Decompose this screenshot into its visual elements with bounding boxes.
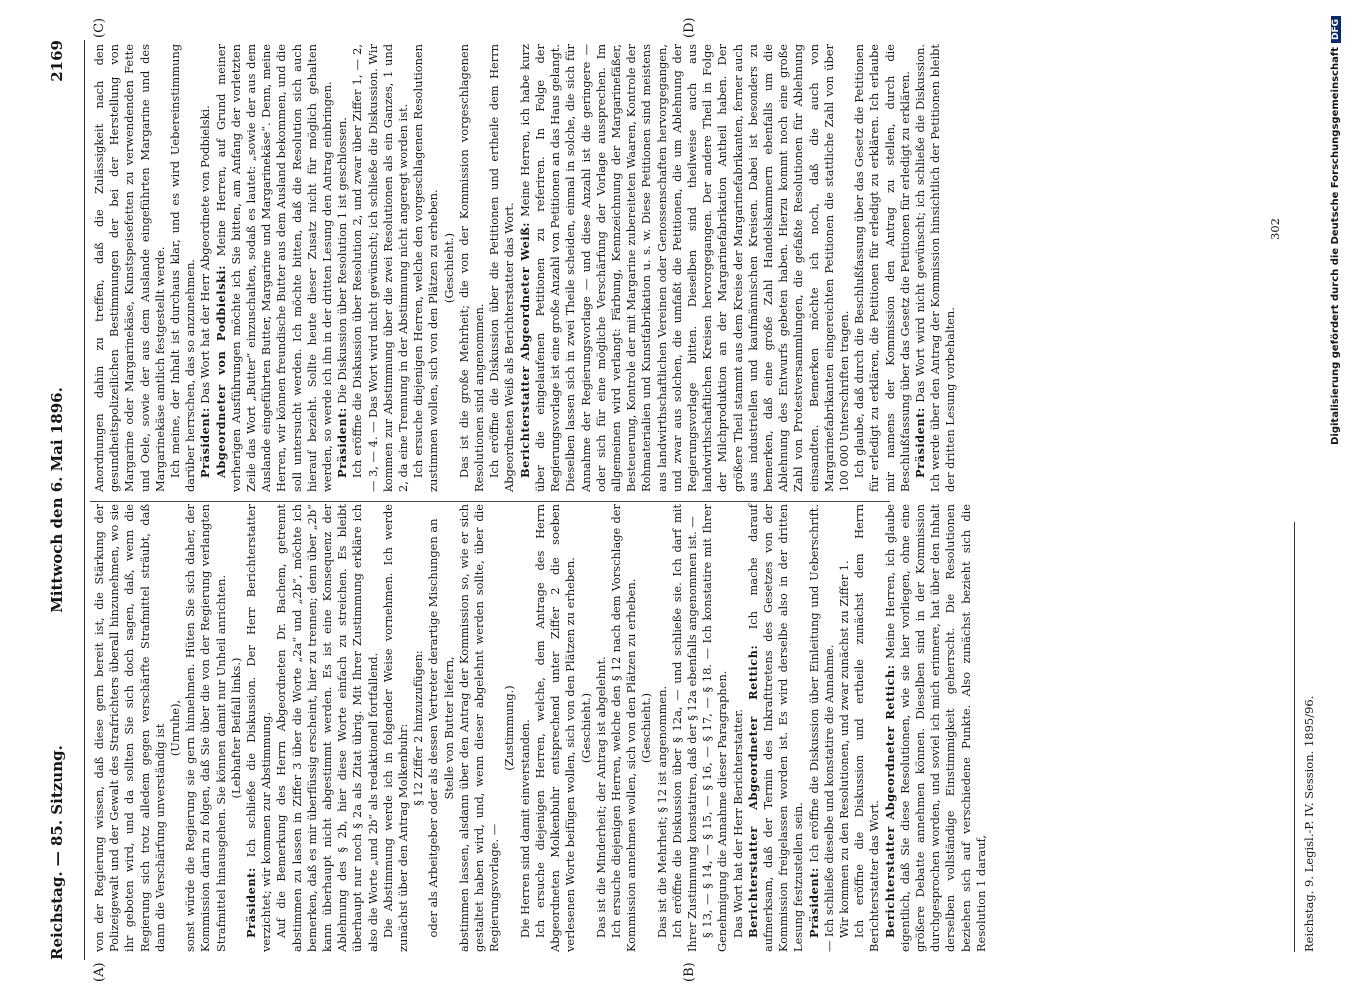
paragraph-text: Ich schließe die Diskussion. Der Herr Berichterstatter verzichtet; wir kommen zur Abstimmung. <box>244 504 274 952</box>
paragraph <box>852 44 913 492</box>
paragraph-text: Ich eröffne die Diskussion über Resolution 2, und zwar über Ziffer 1, — 2, — 3, — 4. — Das Wort wird nicht gewünscht; ich schließe die Diskussion. Wir kommen zur Abstimmung über die zwei Resolutionen als ein Ganzes, 1 und 2, da eine Trennung in der Abstimmung nicht angeregt worden ist. <box>350 44 411 492</box>
paragraph-text: Auf die Bemerkung des Herrn Abgeordneten Dr. Bachem, getrennt abstimmen zu lassen in Ziffer 3 über die Worte „2a“ und „2b“, möchte ich bemerken, daß es mir überflüssig erscheint, hier zu trennen; denn über „2b“ kann überhaupt nicht abgestimmt werden. Es ist eine Konsequenz der Ablehnung des § 2b, hier diese Worte einfach zu streichen. Es bleibt überhaupt nur noch § 2a als Zitat übrig. Mit Ihrer Zustimmung erkläre ich also die Worte „und 2b“ als redaktionell fortfallend. <box>274 504 380 952</box>
paragraph <box>746 504 807 952</box>
dfg-logo: DFG <box>1331 16 1341 43</box>
paragraph <box>502 504 517 952</box>
paragraph <box>670 504 700 952</box>
paragraph <box>381 504 411 952</box>
paragraph-text: § 12 Ziffer 2 hinzuzufügen: <box>411 650 426 806</box>
speaker-name: Berichterstatter Abgeordneter Rettich: <box>745 644 760 938</box>
paragraph <box>457 44 487 492</box>
paragraph <box>411 504 426 952</box>
footer-rule <box>1294 522 1295 952</box>
paragraph <box>655 504 670 952</box>
speaker-name: Präsident: <box>244 867 259 938</box>
paragraph-text: (Geschieht.) <box>441 232 456 304</box>
paragraph-text: Meine Herren, ich glaube eigentlich, daß Sie diese Resolutionen, wie sie hier vorliegen, ohne eine größere Debatte annehmen können. Dieselben sind in der Kommission durchgesprochen worden, und soviel ich mich erinnere, hat über den Inhalt derselben vollständige Einstimmigkeit geherrscht. Die Resolutionen beziehen sich auf verschiedene Punkte. Also zunächst bezieht sich die Resolution 1 darauf, <box>882 504 988 952</box>
paragraph <box>533 504 579 952</box>
paragraph <box>518 44 852 492</box>
paragraph <box>229 504 244 952</box>
paragraph <box>198 44 213 492</box>
paragraph <box>837 504 852 952</box>
funding-note-text: Digitalisierung gefördert durch die Deutsche Forschungsgemeinschaft <box>1330 47 1341 445</box>
paragraph-text: Das ist die Mehrheit; § 12 ist angenommen. <box>654 685 669 938</box>
paragraph-text: Anordnungen dahin zu treffen, daß die Zulässigkeit nach den gesundheitspolizeilichen Bestimmungen der bei der Herstellung von Margarine oder Margarinekäse, Kunstspeisefetten zu verwendenden Fette und Oele, sowie der aus dem Auslande eingeführten Margarine und des Margarinekäse amtlich festgestellt werde. <box>92 44 167 492</box>
paragraph <box>214 44 336 492</box>
footer-left: Reichstag. 9. Legisl.-P. IV. Session. 1895/96. <box>1302 695 1316 952</box>
paragraph <box>183 504 229 952</box>
speaker-name: Berichterstatter Abgeordneter Weiß: <box>517 221 532 478</box>
paragraph-text: (Lebhafter Beifall links.) <box>228 657 243 799</box>
paragraph-text: abstimmen lassen, alsdann über den Antrag der Kommission so, wie er sich gestaltet haben wird, und, wenn dieser abgelehnt werden sollte, über die Regierungsvorlage. — <box>456 504 502 952</box>
speaker-name: Präsident: <box>912 407 927 478</box>
column-divider <box>90 501 890 502</box>
margin-marker-d: (D) <box>682 17 697 38</box>
paragraph-text: Ich eröffne die Diskussion über die Petitionen und ertheile dem Herrn Abgeordneten Weiß als Berichterstatter das Wort. <box>487 44 517 492</box>
page-header <box>48 40 78 960</box>
paragraph <box>731 504 746 952</box>
paragraph-text: Die Diskussion über Resolution 1 ist geschlossen. <box>335 117 350 408</box>
funding-note <box>1330 16 1341 986</box>
paragraph <box>442 44 457 492</box>
paragraph <box>168 504 183 952</box>
paragraph <box>518 504 533 952</box>
paragraph-text: oder als Arbeitgeber oder als dessen Vertreter derartige Mischungen an Stelle von Butter liefern, <box>426 518 456 938</box>
paragraph-text: (Geschieht.) <box>639 692 654 764</box>
paragraph <box>852 504 882 952</box>
paragraph <box>168 44 198 492</box>
left-column <box>92 504 988 952</box>
paragraph <box>426 504 456 952</box>
paragraph-text: Wir kommen zu den Resolutionen, und zwar zunächst zu Ziffer 1. <box>836 560 851 938</box>
footer-page-number: 302 <box>1268 218 1282 240</box>
paragraph-text: Ich ersuche diejenigen Herren, welche den vorgeschlagenen Resolutionen zustimmen wollen, sich von den Plätzen zu erheben. <box>411 44 441 492</box>
paragraph-text: Ich ersuche diejenigen Herren, welche den § 12 nach dem Vorschlage der Kommission annehmen wollen, sich von den Plätzen zu erheben. <box>608 504 639 952</box>
paragraph <box>579 504 594 952</box>
paragraph-text: Ich eröffne die Diskussion über Einleitung und Ueberschrift. — Ich schließe dieselbe und konstatire die Annahme. <box>806 504 836 952</box>
header-rule <box>84 40 85 960</box>
paragraph-text: Das Wort wird nicht gewünscht; ich schließe die Diskussion. Ich werde über den Antrag der Kommission hinsichtlich der Petitionen bleibt der dritten Lesung vorbehalten. <box>912 44 958 492</box>
margin-marker-c: (C) <box>92 17 107 38</box>
paragraph-text: § 13, — § 14, — § 15, — § 16, — § 17, — § 18. — Ich konstatire mit Ihrer Genehmigung die Annahme dieser Paragraphen. <box>700 504 730 952</box>
speaker-name: Berichterstatter Abgeordneter Rettich: <box>882 664 897 938</box>
paragraph <box>807 504 837 952</box>
paragraph-text: Ich eröffne die Diskussion über § 12a, — und schließe sie. Ich darf mit Ihrer Zustimmung konstatiren, daß der § 12a ebenfalls angenommen ist. — <box>669 504 699 952</box>
paragraph <box>335 44 350 492</box>
paragraph <box>913 44 959 492</box>
paragraph <box>92 44 168 492</box>
paragraph <box>639 504 654 952</box>
paragraph-text: Ich mache darauf aufmerksam, daß der Termin des Inkrafttretens des Gesetzes von der Kommission freigelassen worden ist. Es wird derselbe also in der dritten Lesung festzustellen sein. <box>745 504 806 952</box>
paragraph-text: von der Regierung wissen, daß diese gern bereit ist, die Stärkung der Polizeigewalt und der Gewalt des Strafrichters überall hinzunehmen, wo sie ihr geboten wird, und da sollten Sie sich doch sagen, daß, wenn die Regierung sich trotz alledem gegen verschärfte Strafmittel sträubt, daß dann die Verschärfung unverständig ist <box>92 504 167 952</box>
speaker-name: Präsident: <box>198 407 213 478</box>
margin-marker-b: (B) <box>682 962 697 982</box>
paragraph <box>883 504 989 952</box>
paragraph-text: (Geschieht.) <box>578 692 593 764</box>
paragraph <box>350 44 411 492</box>
speaker-name: Präsident: <box>806 867 821 938</box>
paragraph <box>700 504 730 952</box>
margin-marker-a: (A) <box>92 962 107 982</box>
header-left: Reichstag. — 85. Sitzung. <box>48 745 66 960</box>
paragraph-text: Ich glaube, daß durch die Beschlußfassung über das Gesetz die Petitionen für erledigt zu erklären, die Petitionen für erledigt zu erklären. Ich erlaube mir namens der Kommission den Antrag zu stellen, durch die Beschlußfassung über das Gesetz die Petitionen für erledigt zu erklären. <box>852 44 912 492</box>
paragraph-text: Die Herren sind damit einverstanden. <box>517 719 532 938</box>
paragraph-text: Meine Herren, auf Grund meiner vorherigen Ausführungen möchte ich Sie bitten, am Anfang der vorletzten Zeile das Wort „Butter“ einzuschalten, sodaß es lautet: „sowie der aus dem Auslande eingeführten Butter, Margarine und Margarinekäse“. Denn, meine Herren, wir können freundische Butter aus dem Ausland bekommen, und die soll untersucht werden. Ich möchte bitten, daß die Resolution sich auch hierauf bezieht. Sollte heute dieser Zusatz nicht für möglich gehalten werden, so werde ich ihn in der dritten Lesung den Antrag einbringen. <box>213 44 335 492</box>
paragraph <box>487 44 517 492</box>
paragraph <box>92 504 168 952</box>
paragraph-text: Das ist die Minderheit; der Antrag ist abgelehnt. <box>593 656 608 938</box>
paragraph <box>609 504 639 952</box>
paragraph-text: sonst würde die Regierung sie gern hinnehmen. Hüten Sie sich daher, der Kommission darin zu folgen, daß Sie über die von der Regierung verlangten Strafmittel hinausgehen. Sie können damit nur Unheil anrichten. <box>183 504 228 952</box>
paragraph-text: Das ist die große Mehrheit; die von der Kommission vorgeschlagenen Resolutionen sind angenommen. <box>456 44 487 492</box>
paragraph-text: (Unruhe), <box>168 699 183 757</box>
paragraph <box>274 504 380 952</box>
paragraph <box>244 504 274 952</box>
header-page-number: 2169 <box>48 40 66 82</box>
paragraph-text: Das Wort hat der Herr Abgeordnete von Podbielski. <box>198 105 213 408</box>
paragraph-text: Ich meine, der Inhalt ist durchaus klar, und es wird Uebereinstimmung darüber herrschen, das so anzunehmen. <box>168 44 198 492</box>
speaker-name: Abgeordneter von Podbielski: <box>213 265 228 478</box>
paragraph-text: Das Wort hat der Herr Berichterstatter. <box>730 708 745 938</box>
paragraph-text: Meine Herren, ich habe kurz über die eingelaufenen Petitionen zu referiren. In Folge der Regierungsvorlage ist eine große Anzahl von Petitionen an das Haus gelangt. Dieselben lassen sich in zwei Theile scheiden, einmal in solche, die sich für Annahme der Regierungsvorlage — und diese Anzahl ist die geringere — oder sich für eine mögliche Verschärfung der Vorlage aussprechen. Im allgemeinen wird verlangt: Färbung, Kennzeichnung der Margarinefäßer, Besteuerung, Kontrole der mit Margarine zubereiteten Waaren, Kontrole der Rohmaterialien und Kunstfabrikation u. s. w. Diese Petitionen sind meistens aus landwirthschaftlichen Vereinen oder Genossenschaften hervorgegangen, und zwar aus solchen, die umfaßt die Petitionen, die um Ablehnung der Regierungsvorlage bitten. Dieselben sind theilweise auch aus landwirthschaftlichen Kreisen hervorgegangen. Der andere Theil in Folge der Milchproduktion an der Margarinefabrikation Antheil haben. Der größere Theil stammt aus dem Kreise der Margarinefabrikanten, ferner auch aus industriellen und kaufmännischen Kreisen. Dabei ist besonders zu bemerken, daß eine große Zahl Handelskammern ebenfalls um die Ablehnung des Entwurfs gebeten haben. Hierzu kommt noch eine große Zahl von Protestversammlungen, die gefaßte Resolutionen für Ablehnung einsandten. Bemerken möchte ich noch, daß die auch von Margarinefabrikanten eingereichten Petitionen die stattliche Zahl von über 100 000 Unterschriften tragen. <box>517 44 851 492</box>
paragraph <box>411 44 441 492</box>
paragraph-text: Die Abstimmung werde ich in folgender Weise vornehmen. Ich werde zunächst über den Antrag Molkenbuhr: <box>380 504 411 952</box>
paragraph <box>457 504 503 952</box>
paragraph-text: Ich eröffne die Diskussion und ertheile zunächst dem Herrn Berichterstatter das Wort. <box>852 504 882 952</box>
header-date: Mittwoch den 6. Mai 1896. <box>48 387 66 613</box>
paragraph-text: (Zustimmung.) <box>502 685 517 771</box>
speaker-name: Präsident: <box>335 407 350 478</box>
paragraph <box>594 504 609 952</box>
right-column <box>92 44 958 492</box>
paragraph-text: Ich ersuche diejenigen Herren, welche, dem Antrage des Herrn Abgeordneten Molkenbuhr entsprechend unter Ziffer 2 die soeben verlesenen Worte beifügen wollen, sich von den Plätzen zu erheben. <box>532 504 578 952</box>
